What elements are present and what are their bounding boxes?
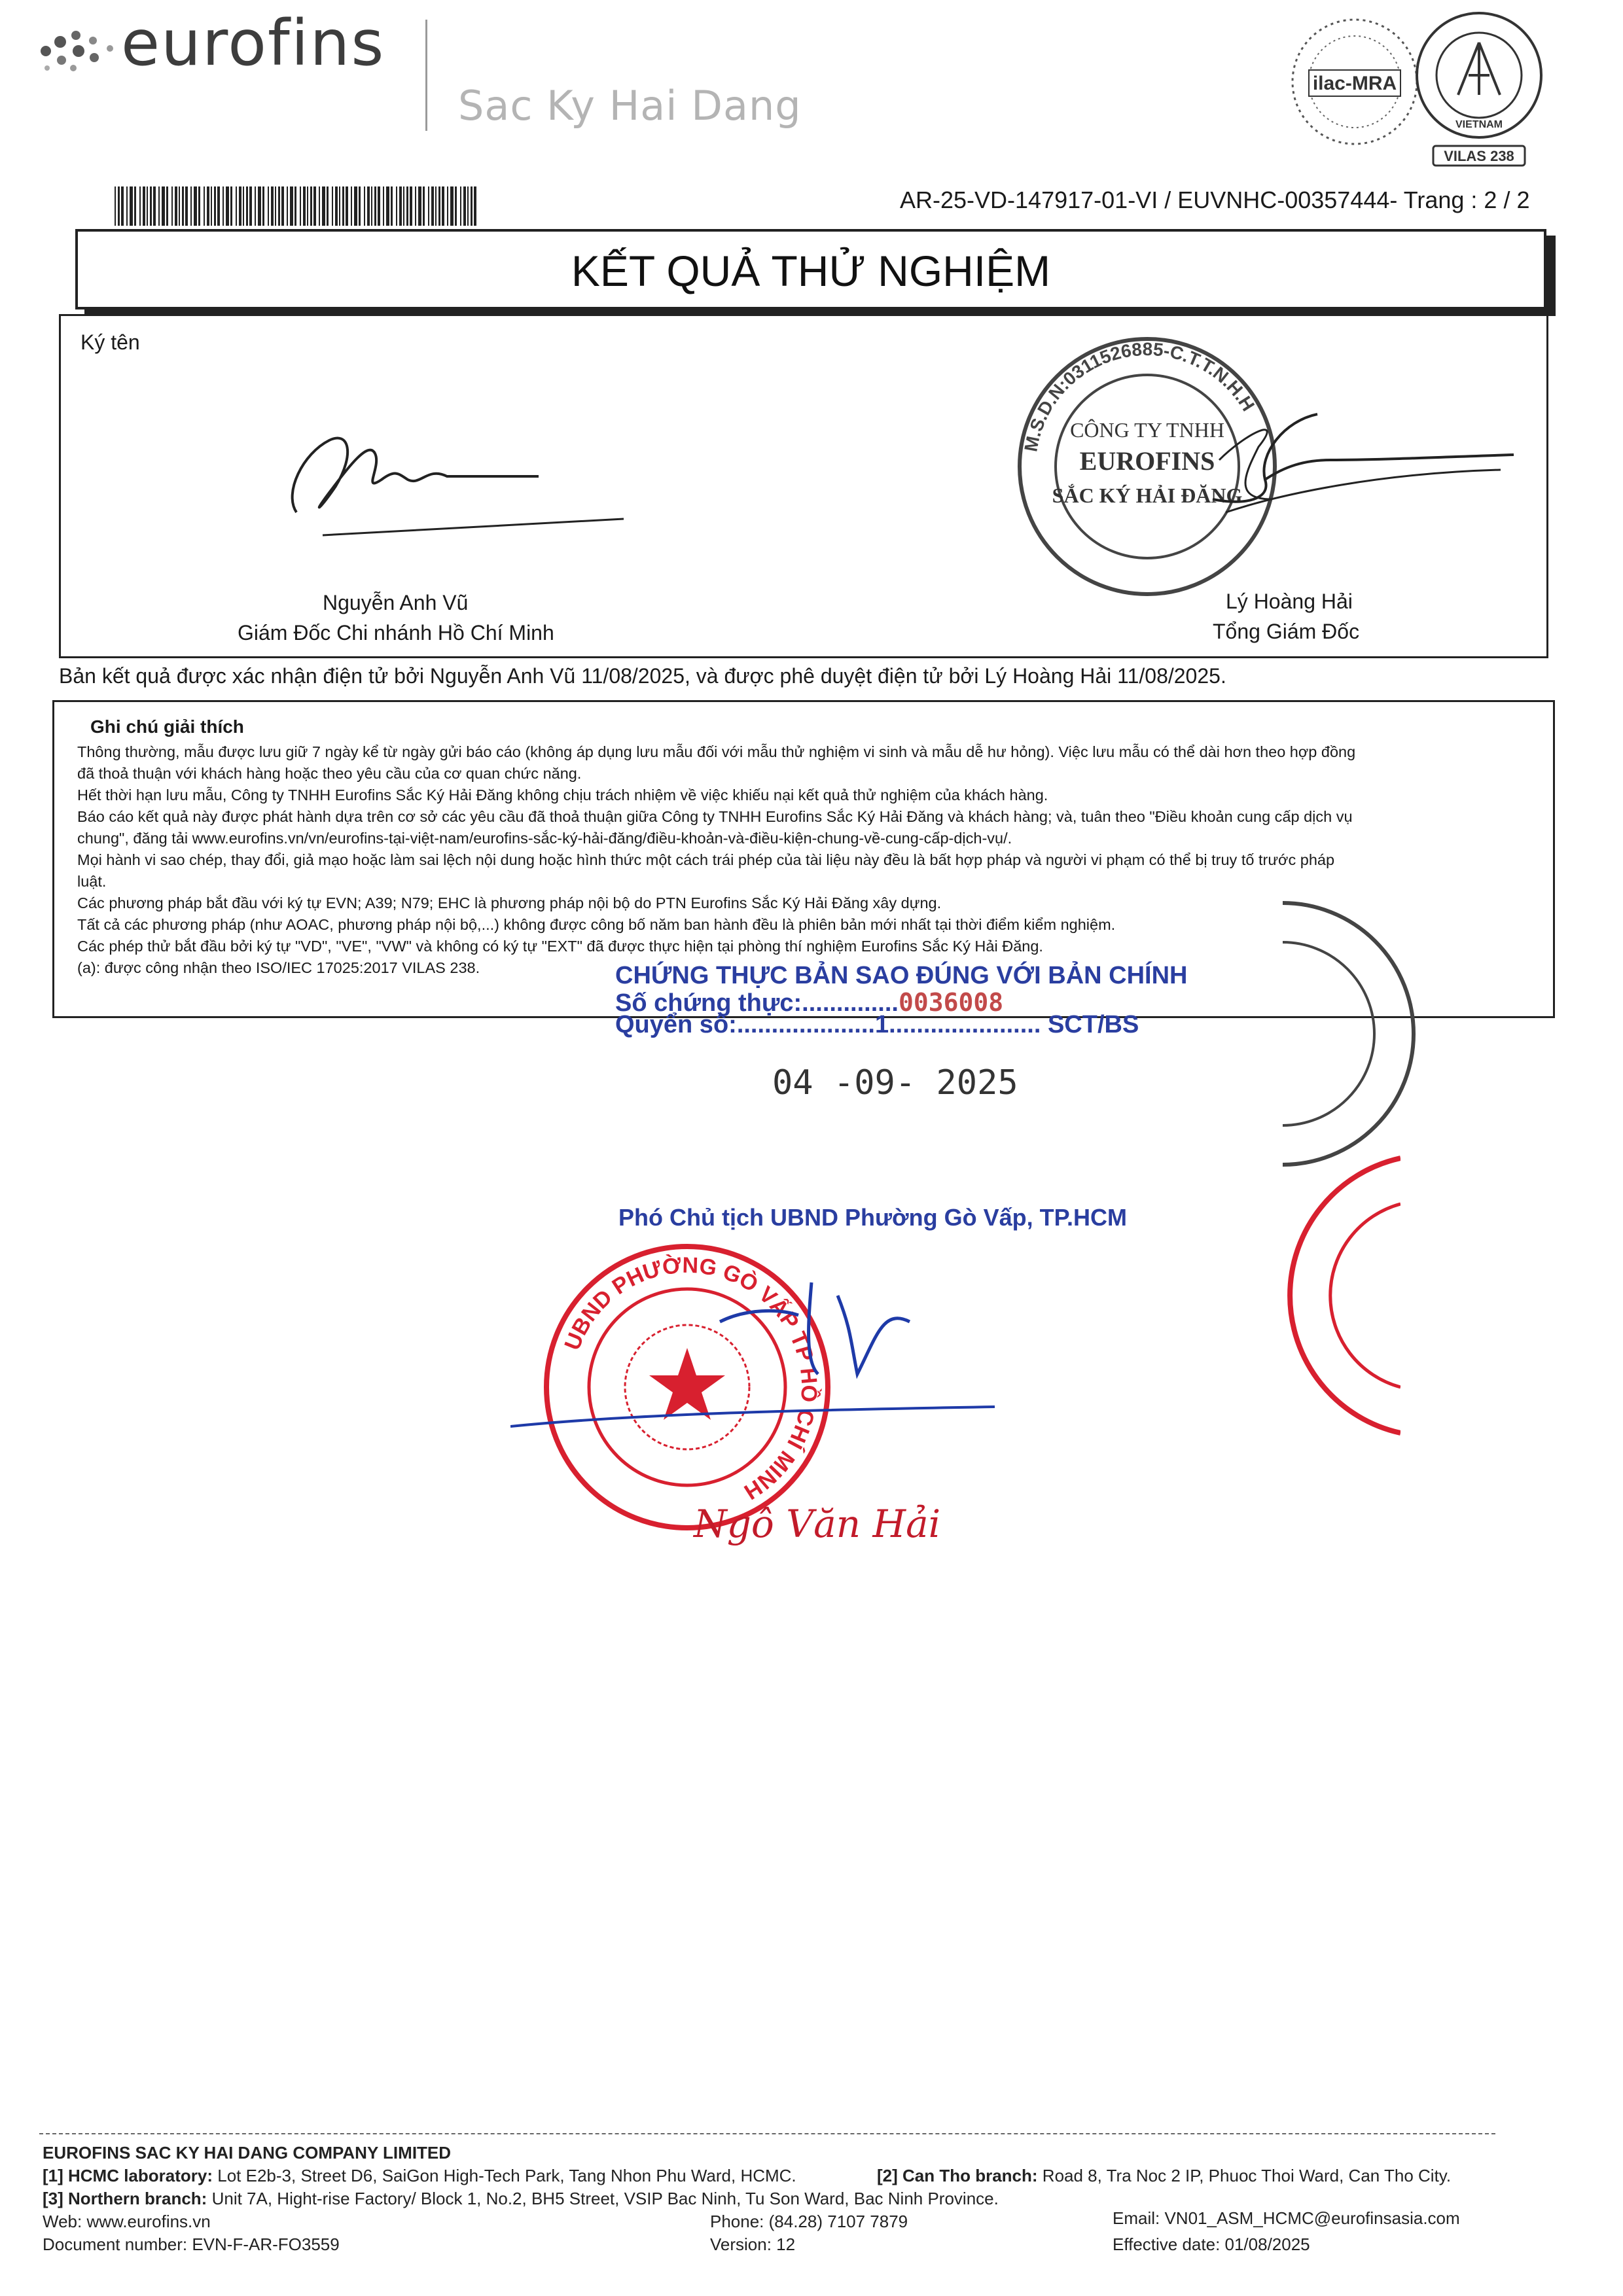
- barcode-bar: [455, 186, 457, 226]
- footer-phone: Phone: (84.28) 7107 7879: [710, 2212, 908, 2231]
- svg-text:VIETNAM: VIETNAM: [1455, 119, 1503, 130]
- logo-divider: [425, 20, 427, 131]
- title-box: [75, 229, 1546, 309]
- official-name: Ngô Văn Hải: [694, 1502, 941, 1546]
- barcode-bar: [391, 186, 393, 226]
- barcode-bar: [339, 186, 340, 226]
- barcode-bar: [281, 186, 284, 226]
- barcode-bar: [147, 186, 148, 226]
- barcode-bar: [327, 186, 329, 226]
- barcode-bar: [450, 186, 454, 226]
- barcode-bar: [182, 186, 184, 226]
- barcode-bar: [428, 186, 429, 226]
- barcode-bar: [367, 186, 370, 226]
- barcode-bar: [319, 186, 320, 226]
- barcode-bar: [294, 186, 296, 226]
- barcode-bar: [364, 186, 365, 226]
- note-line: Hết thời hạn lưu mẫu, Công ty TNHH Eurofins Sắc Ký Hải Đăng không chịu trách nhiệm về việc khiếu nại kết quả thử nghiệm của khách hàng.: [77, 786, 1048, 804]
- barcode-bar: [211, 186, 212, 226]
- barcode-bar: [374, 186, 376, 226]
- svg-text:M.S.D.N:0311526885-C.T.T.N.H.H: M.S.D.N:0311526885-C.T.T.N.H.H: [1020, 338, 1259, 453]
- barcode-bar: [153, 186, 156, 226]
- signature-left-image: [257, 414, 650, 545]
- barcode-bar: [230, 186, 232, 226]
- barcode-bar: [310, 186, 312, 226]
- barcode-bar: [403, 186, 404, 226]
- barcode-bar: [139, 186, 141, 226]
- svg-text:ilac-MRA: ilac-MRA: [1312, 73, 1397, 94]
- book-value: 1: [874, 1011, 889, 1038]
- barcode-bar: [418, 186, 421, 226]
- official-title: Phó Chủ tịch UBND Phường Gò Vấp, TP.HCM: [618, 1204, 1127, 1231]
- barcode-bar: [399, 186, 402, 226]
- certification-book: Quyển số:....................1...................... SCT/BS: [615, 1011, 1139, 1038]
- barcode-bar: [351, 186, 352, 226]
- boa-vietnam-icon: [1417, 13, 1541, 166]
- footer-divider: [39, 2133, 1495, 2134]
- footer-document-number: Document number: EVN-F-AR-FO3559: [43, 2234, 340, 2254]
- barcode-bar: [307, 186, 308, 226]
- company-seal-partial-image: [1283, 890, 1453, 1178]
- page-title: KẾT QUẢ THỬ NGHIỆM: [571, 247, 1051, 295]
- accreditation-marks: [1283, 10, 1544, 167]
- footer-lab3: [3] Northern branch: Unit 7A, Hight-rise Factory/ Block 1, No.2, BH5 Street, VSIP Bac Ninh, Tu Son Ward, Bac Ninh Province.: [43, 2189, 999, 2208]
- barcode-bar: [121, 186, 124, 226]
- brand-subtitle: Sac Ky Hai Dang: [458, 82, 802, 130]
- barcode-bar: [332, 186, 333, 226]
- barcode-bar: [175, 186, 177, 226]
- barcode-bar: [214, 186, 216, 226]
- footer-effective-date: Effective date: 01/08/2025: [1113, 2234, 1310, 2254]
- barcode-bar: [150, 186, 152, 226]
- svg-text:SẮC KÝ HẢI ĐĂNG: SẮC KÝ HẢI ĐĂNG: [1052, 484, 1243, 507]
- barcode-bar: [190, 186, 192, 226]
- note-line: luật.: [77, 873, 107, 890]
- ward-seal-partial-image: [1257, 1152, 1400, 1439]
- barcode-bar: [185, 186, 188, 226]
- barcode-bar: [303, 186, 306, 226]
- barcode-bar: [226, 186, 229, 226]
- note-line: Mọi hành vi sao chép, thay đổi, giả mạo hoặc làm sai lệch nội dung hoặc hình thức một cách trái phép của tài liệu này đều là bất hợp pháp và người vi phạm có thể bị truy tố trước pháp: [77, 851, 1335, 868]
- note-line: đã thoả thuận với khách hàng hoặc theo yêu cầu của cơ quan chức năng.: [77, 765, 582, 782]
- barcode-bar: [275, 186, 276, 226]
- svg-text:CÔNG TY TNHH: CÔNG TY TNHH: [1070, 418, 1224, 442]
- note-line: Báo cáo kết quả này được phát hành dựa trên cơ sở các yêu cầu đã thoả thuận giữa Công ty TNHH Eurofins Sắc Ký Hải Đăng và khách hàng; và, tuân theo "Điều khoản cung cấp dịch vụ: [77, 808, 1353, 825]
- barcode-bar: [236, 186, 237, 226]
- barcode-bar: [442, 186, 444, 226]
- signature-label: Ký tên: [80, 330, 140, 354]
- barcode-bar: [474, 186, 476, 226]
- barcode-bar: [342, 186, 344, 226]
- footer-company: EUROFINS SAC KY HAI DANG COMPANY LIMITED: [43, 2143, 452, 2163]
- barcode-bar: [262, 186, 264, 226]
- barcode-bar: [198, 186, 200, 226]
- footer-version: Version: 12: [710, 2234, 796, 2254]
- barcode-bar: [255, 186, 256, 226]
- barcode-bar: [143, 186, 145, 226]
- book-label: Quyển số:: [615, 1011, 737, 1038]
- barcode-bar: [435, 186, 437, 226]
- certification-title: CHỨNG THỰC BẢN SAO ĐÚNG VỚI BẢN CHÍNH: [615, 962, 1188, 989]
- signature-section: [59, 314, 1548, 658]
- barcode-bar: [346, 186, 348, 226]
- barcode: [115, 186, 481, 226]
- barcode-bar: [287, 186, 288, 226]
- barcode-bar: [246, 186, 248, 226]
- barcode-bar: [415, 186, 416, 226]
- barcode-bar: [423, 186, 425, 226]
- barcode-bar: [354, 186, 357, 226]
- barcode-bar: [322, 186, 325, 226]
- barcode-bar: [335, 186, 338, 226]
- footer-email: Email: VN01_ASM_HCMC@eurofinsasia.com: [1113, 2208, 1460, 2228]
- barcode-bar: [383, 186, 384, 226]
- barcode-bar: [158, 186, 160, 226]
- svg-text:VILAS 238: VILAS 238: [1444, 148, 1514, 164]
- certification-date: 04 -09- 2025: [772, 1063, 1018, 1103]
- barcode-bar: [258, 186, 261, 226]
- book-suffix: SCT/BS: [1047, 1011, 1139, 1038]
- barcode-bar: [406, 186, 408, 226]
- barcode-bar: [460, 186, 461, 226]
- eurofins-dots-icon: [33, 13, 124, 85]
- barcode-bar: [126, 186, 128, 226]
- signer-left-name: Nguyễn Anh Vũ: [323, 591, 469, 614]
- svg-text:EUROFINS: EUROFINS: [1079, 446, 1215, 476]
- footer-lab2: [2] Can Tho branch: Road 8, Tra Noc 2 IP, Phuoc Thoi Ward, Can Tho City.: [877, 2166, 1452, 2185]
- barcode-bar: [463, 186, 466, 226]
- note-line: Các phép thử bắt đầu bởi ký tự "VD", "VE", "VW" và không có ký tự "EXT" đã được thực hiện tại phòng thí nghiệm Eurofins Sắc Ký Hải Đăng.: [77, 938, 1043, 955]
- barcode-bar: [271, 186, 274, 226]
- barcode-bar: [431, 186, 434, 226]
- note-line: Các phương pháp bắt đầu với ký tự EVN; A39; N79; EHC là phương pháp nội bộ do PTN Eurofins Sắc Ký Hải Đăng xây dựng.: [77, 894, 942, 911]
- barcode-bar: [217, 186, 220, 226]
- barcode-bar: [438, 186, 440, 226]
- signer-right-role: Tổng Giám Đốc: [1213, 620, 1360, 643]
- barcode-bar: [447, 186, 448, 226]
- signer-right-name: Lý Hoàng Hải: [1226, 590, 1353, 613]
- barcode-bar: [179, 186, 180, 226]
- barcode-bar: [249, 186, 252, 226]
- footer-lab1: [1] HCMC laboratory: Lot E2b-3, Street D6, SaiGon High-Tech Park, Tang Nhon Phu Ward, HCMC.: [43, 2166, 796, 2185]
- notes-title: Ghi chú giải thích: [90, 716, 244, 737]
- barcode-bar: [166, 186, 168, 226]
- note-line: Thông thường, mẫu được lưu giữ 7 ngày kể từ ngày gửi báo cáo (không áp dụng lưu mẫu đối với mẫu thử nghiệm vi sinh và mẫu dễ hư hỏng). Việc lưu mẫu có thể dài hơn theo hợp đồng: [77, 743, 1356, 760]
- barcode-bar: [396, 186, 397, 226]
- barcode-bar: [243, 186, 244, 226]
- certification-number-value: 0036008: [898, 988, 1004, 1017]
- note-line: Tất cả các phương pháp (như AOAC, phương pháp nội bộ,...) không được công bố năm ban hành đều là phiên bản mới nhất tại thời điểm kiểm nghiệm.: [77, 916, 1116, 933]
- certification-number-label: Số chứng thực:: [615, 989, 802, 1017]
- certification-number: Số chứng thực:..............0036008: [615, 988, 1004, 1017]
- note-line: chung", đăng tải www.eurofins.vn/vn/eurofins-tại-việt-nam/eurofins-sắc-ký-hải-đăng/điều-khoản-và-điều-kiện-chung-về-cung-cấp-dịch-vụ/.: [77, 830, 1012, 847]
- barcode-bar: [290, 186, 293, 226]
- barcode-bar: [278, 186, 280, 226]
- barcode-bar: [378, 186, 380, 226]
- report-id: AR-25-VD-147917-01-VI / EUVNHC-00357444- Trang : 2 / 2: [900, 186, 1530, 213]
- barcode-bar: [239, 186, 241, 226]
- approval-statement: Bản kết quả được xác nhận điện tử bởi Nguyễn Anh Vũ 11/08/2025, và được phê duyệt điện tử bởi Lý Hoàng Hải 11/08/2025.: [59, 664, 1226, 688]
- barcode-bar: [171, 186, 173, 226]
- barcode-bar: [467, 186, 469, 226]
- barcode-bar: [371, 186, 372, 226]
- barcode-bar: [313, 186, 316, 226]
- barcode-bar: [386, 186, 389, 226]
- barcode-bar: [115, 186, 116, 226]
- barcode-bar: [130, 186, 133, 226]
- footer-web: Web: www.eurofins.vn: [43, 2212, 211, 2231]
- barcode-bar: [300, 186, 301, 226]
- ilac-mra-icon: [1293, 20, 1417, 144]
- barcode-bar: [118, 186, 120, 226]
- note-line: (a): được công nhận theo ISO/IEC 17025:2017 VILAS 238.: [77, 959, 480, 976]
- barcode-bar: [410, 186, 412, 226]
- signer-left-role: Giám Đốc Chi nhánh Hồ Chí Minh: [238, 621, 554, 645]
- official-signature-image: [510, 1269, 1008, 1453]
- barcode-bar: [223, 186, 224, 226]
- barcode-bar: [207, 186, 209, 226]
- barcode-bar: [162, 186, 165, 226]
- svg-text:UBND PHƯỜNG GÒ VẤP TP HỒ CHÍ M: UBND PHƯỜNG GÒ VẤP TP HỒ CHÍ MINH: [560, 1252, 822, 1504]
- signature-right-image: [1186, 395, 1527, 525]
- barcode-bar: [359, 186, 361, 226]
- brand-name: eurofins: [121, 7, 385, 80]
- barcode-bar: [268, 186, 269, 226]
- barcode-bar: [204, 186, 205, 226]
- barcode-bar: [134, 186, 136, 226]
- barcode-bar: [471, 186, 473, 226]
- barcode-bar: [194, 186, 197, 226]
